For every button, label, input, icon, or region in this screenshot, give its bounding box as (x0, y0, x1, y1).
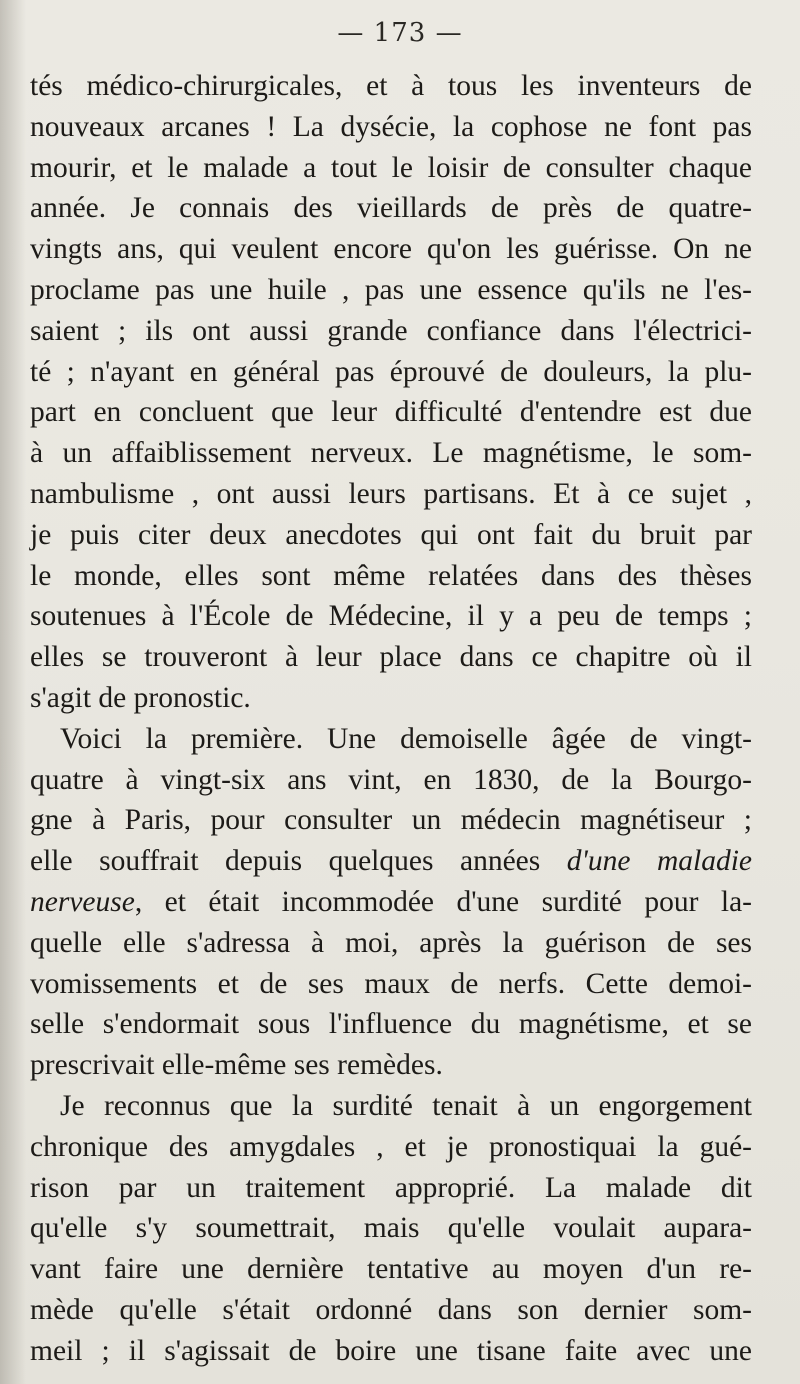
text-line: vingts ans, qui veulent encore qu'on les guérisse. On ne (30, 233, 752, 266)
text-line: nambulisme , ont aussi leurs partisans. Et à ce sujet , (30, 477, 752, 510)
text-line: je puis citer deux anecdotes qui ont fait du bruit par (30, 518, 752, 551)
text-line: tés médico-chirurgicales, et à tous les inventeurs de (30, 70, 752, 102)
binding-shadow (0, 0, 26, 1384)
text-line: à un affaiblissement nerveux. Le magnétisme, le som- (30, 437, 752, 470)
text-line: rison par un traitement approprié. La malade dit (30, 1171, 752, 1204)
text-line: prescrivait elle-même ses remèdes. (30, 1049, 443, 1082)
paragraph-start-line: Je reconnus que la surdité tenait à un engorgement (60, 1089, 752, 1122)
text-line: année. Je connais des vieillards de près de quatre- (30, 192, 752, 225)
text-line: meil ; il s'agissait de boire une tisane faite avec une (30, 1334, 752, 1367)
text-line: saient ; ils ont aussi grande confiance dans l'électrici- (30, 314, 752, 347)
paragraph-start-line: Voici la première. Une demoiselle âgée de vingt- (60, 722, 752, 755)
text-line: chronique des amygdales , et je pronostiquai la gué- (30, 1130, 752, 1163)
text-line: elle souffrait depuis quelques années d'une maladie (30, 845, 752, 878)
body-text (30, 66, 752, 1372)
text-line: quelle elle s'adressa à moi, après la guérison de ses (30, 926, 752, 959)
text-line: le monde, elles sont même relatées dans des thèses (30, 559, 752, 592)
text-line: nouveaux arcanes ! La dysécie, la cophose ne font pas (30, 110, 752, 143)
text-line: gne à Paris, pour consulter un médecin magnétiseur ; (30, 804, 752, 837)
text-line: té ; n'ayant en général pas éprouvé de douleurs, la plu- (30, 355, 752, 388)
text-line: mourir, et le malade a tout le loisir de consulter chaque (30, 151, 752, 184)
text-line: vant faire une dernière tentative au moyen d'un re- (30, 1253, 752, 1286)
text-line: s'agit de pronostic. (30, 681, 251, 714)
text-line: vomissements et de ses maux de nerfs. Cette demoi- (30, 967, 752, 1000)
text-line: proclame pas une huile , pas une essence qu'ils ne l'es- (30, 273, 752, 306)
text-line: quatre à vingt-six ans vint, en 1830, de la Bourgo- (30, 763, 752, 796)
text-line: qu'elle s'y soumettrait, mais qu'elle voulait aupara- (30, 1212, 752, 1245)
italic-phrase: nerveuse (30, 885, 135, 918)
italic-phrase: d'une maladie (566, 845, 752, 878)
text-line: mède qu'elle s'était ordonné dans son dernier som- (30, 1293, 752, 1326)
text-line: nerveuse, et était incommodée d'une surdité pour la- (30, 885, 752, 918)
text-line: part en concluent que leur difficulté d'entendre est due (30, 396, 752, 429)
text-line: elles se trouveront à leur place dans ce chapitre où il (30, 641, 752, 674)
text-line: selle s'endormait sous l'influence du magnétisme, et se (30, 1008, 752, 1041)
page-number: — 173 — (337, 18, 463, 48)
text-line: soutenues à l'École de Médecine, il y a peu de temps ; (30, 600, 752, 633)
